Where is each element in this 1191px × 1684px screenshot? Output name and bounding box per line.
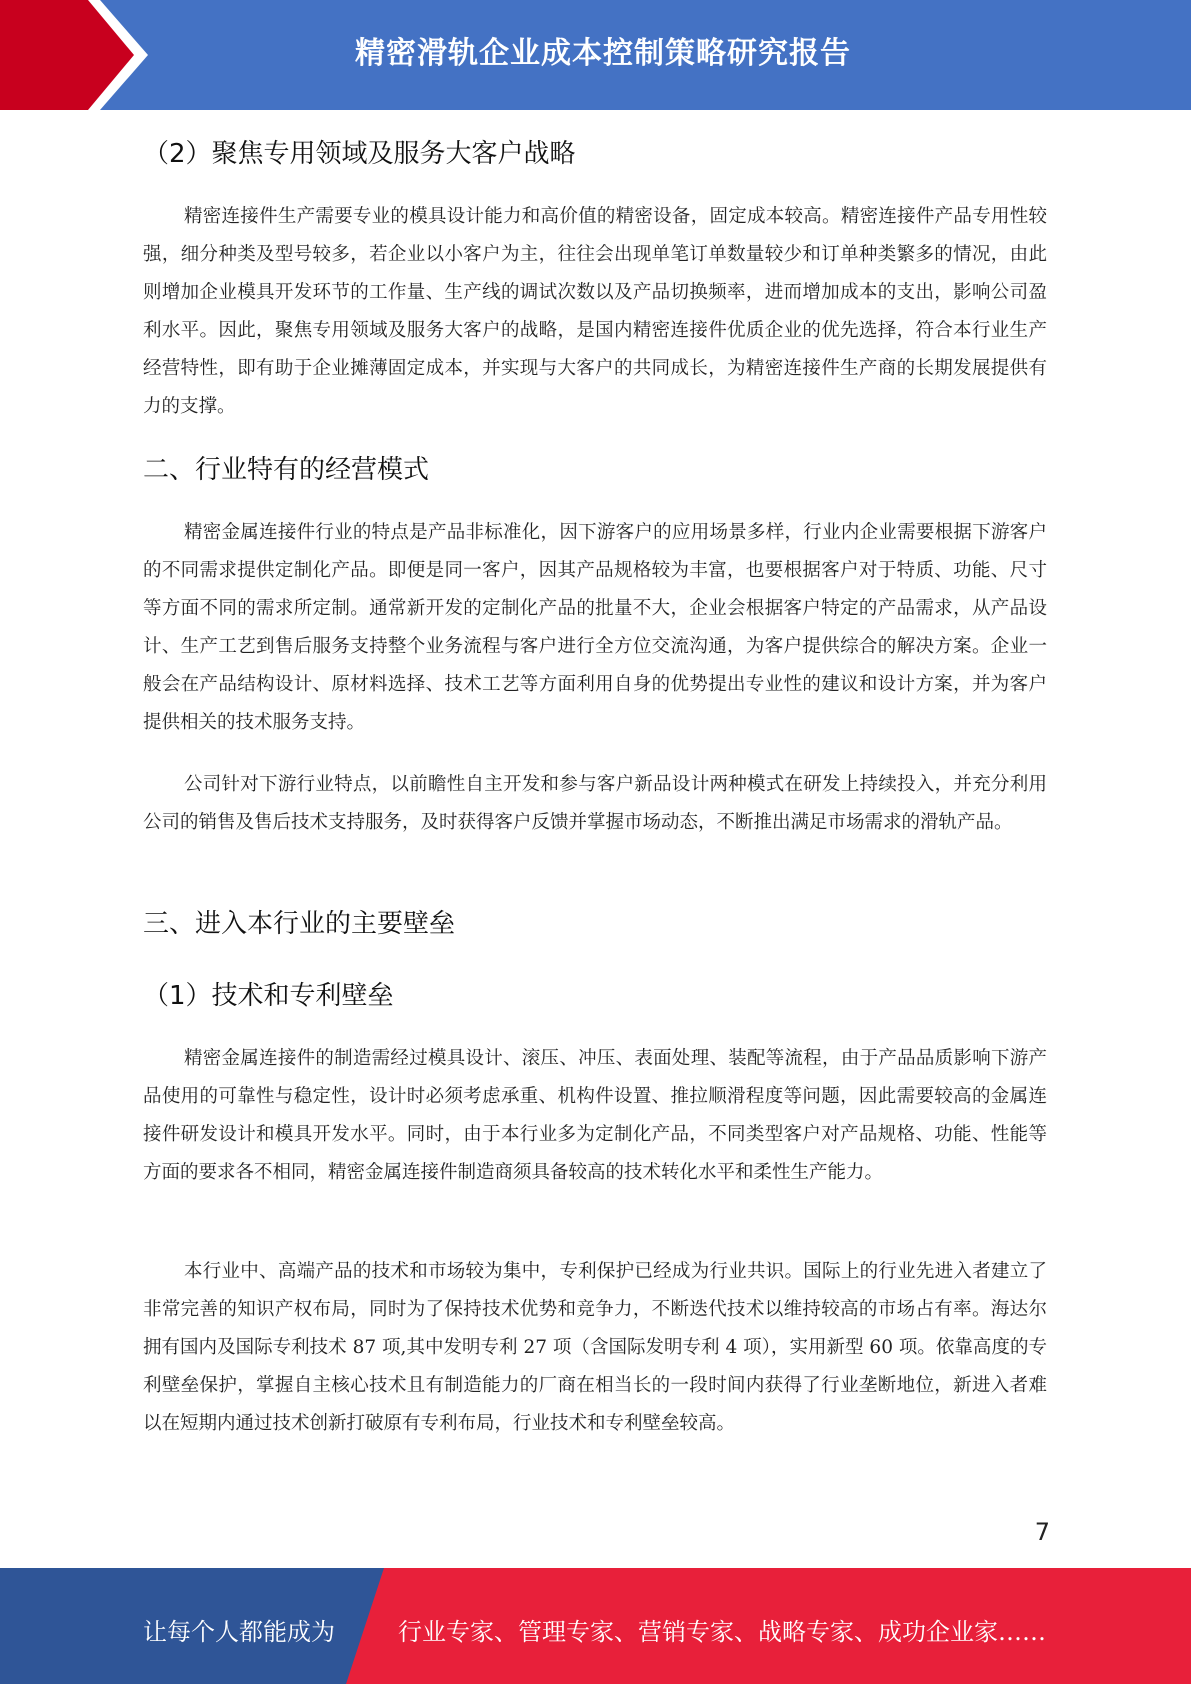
paragraph: 精密金属连接件的制造需经过模具设计、滚压、冲压、表面处理、装配等流程，由于产品品质影响下游产品使用的可靠性与稳定性，设计时必须考虑承重、机构件设置、推拉顺滑程度等问题，因此需要较高的金属连接件研发设计和模具开发水平。同时，由于本行业多为定制化产品，不同类型客户对产品规格、功能、性能等方面的要求各不相同，精密金属连接件制造商须具备较高的技术转化水平和柔性生产能力。 xyxy=(143,1048,1047,1183)
section-heading: 三、进入本行业的主要壁垒 xyxy=(143,909,456,939)
footer-slogan-right: 行业专家、管理专家、营销专家、战略专家、成功企业家…… xyxy=(398,1618,1046,1646)
footer-slogan-left: 让每个人都能成为 xyxy=(143,1618,335,1646)
footer-banner xyxy=(0,1568,1191,1684)
header-banner xyxy=(0,0,1191,110)
paragraph: 本行业中、高端产品的技术和市场较为集中，专利保护已经成为行业共识。国际上的行业先进入者建立了非常完善的知识产权布局，同时为了保持技术优势和竞争力，不断迭代技术以维持较高的市场占有率。海达尔拥有国内及国际专利技术 87 项,其中发明专利 27 项（含国际发明专利 4 项），实用新型 60 项。依靠高度的专利壁垒保护，掌握自主核心技术且有制造能力的厂商在相当长的一段时间内获得了行业垄断地位，新进入者难以在短期内通过技术创新打破原有专利布局，行业技术和专利壁垒较高。 xyxy=(143,1261,1047,1434)
page-number: 7 xyxy=(1034,1518,1050,1546)
paragraph: 公司针对下游行业特点，以前瞻性自主开发和参与客户新品设计两种模式在研发上持续投入，并充分利用公司的销售及售后技术支持服务，及时获得客户反馈并掌握市场动态，不断推出满足市场需求的滑轨产品。 xyxy=(143,774,1047,833)
section-subheading: （2）聚焦专用领域及服务大客户战略 xyxy=(143,139,576,169)
paragraph: 精密连接件生产需要专业的模具设计能力和高价值的精密设备，固定成本较高。精密连接件产品专用性较强，细分种类及型号较多，若企业以小客户为主，往往会出现单笔订单数量较少和订单种类繁多的情况，由此则增加企业模具开发环节的工作量、生产线的调试次数以及产品切换频率，进而增加成本的支出，影响公司盈利水平。因此，聚焦专用领域及服务大客户的战略，是国内精密连接件优质企业的优先选择，符合本行业生产经营特性，即有助于企业摊薄固定成本，并实现与大客户的共同成长，为精密连接件生产商的长期发展提供有力的支撑。 xyxy=(143,206,1047,417)
section-heading: 二、行业特有的经营模式 xyxy=(143,455,430,485)
paragraph: 精密金属连接件行业的特点是产品非标准化，因下游客户的应用场景多样，行业内企业需要根据下游客户的不同需求提供定制化产品。即便是同一客户，因其产品规格较为丰富，也要根据客户对于特质、功能、尺寸等方面不同的需求所定制。通常新开发的定制化产品的批量不大，企业会根据客户特定的产品需求，从产品设计、生产工艺到售后服务支持整个业务流程与客户进行全方位交流沟通，为客户提供综合的解决方案。企业一般会在产品结构设计、原材料选择、技术工艺等方面利用自身的优势提出专业性的建议和设计方案，并为客户提供相关的技术服务支持。 xyxy=(143,522,1047,733)
document-title: 精密滑轨企业成本控制策略研究报告 xyxy=(355,36,851,71)
section-subheading: （1）技术和专利壁垒 xyxy=(143,981,394,1011)
